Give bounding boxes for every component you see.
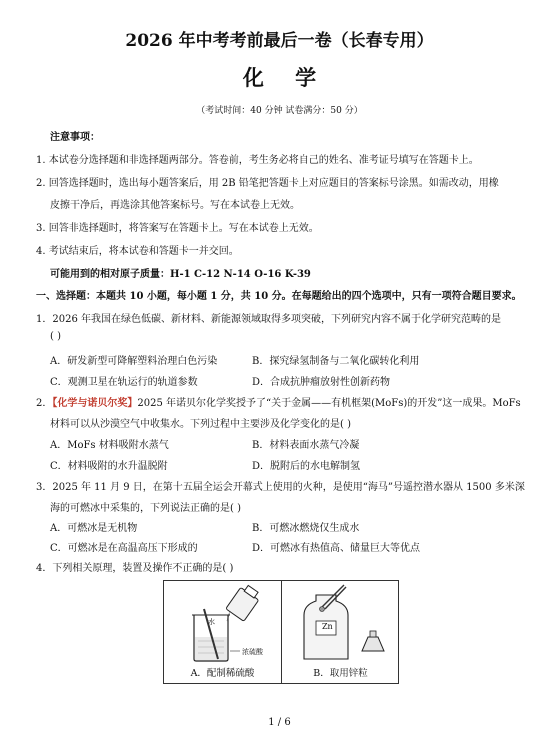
q3-option-a: A．可燃冰是无机物 xyxy=(50,523,138,534)
q2-option-a: A．MoFs 材料吸附水蒸气 xyxy=(50,440,169,451)
note-3: 3. 回答非选择题时，将答案写在答题卡上。写在本试卷上无效。 xyxy=(36,223,319,234)
notes-heading: 注意事项： xyxy=(50,132,100,143)
q3-option-c: C．可燃冰是在高温高压下形成的 xyxy=(50,543,198,554)
q1-option-d: D．合成抗肿瘤放射性创新药物 xyxy=(252,377,391,388)
zinc-granule-diagram xyxy=(282,581,399,665)
q1-blank: ( ) xyxy=(50,331,61,342)
figure-a-caption: A．配制稀硫酸 xyxy=(190,668,255,679)
section-heading: 一、选择题：本题共 10 小题，每小题 1 分，共 10 分。在每题给出的四个选项中，只有一项符合题目要求。 xyxy=(36,291,522,302)
q1-option-b: B．探究绿氢制备与二氧化碳转化利用 xyxy=(252,356,420,367)
q2-number: 2． xyxy=(36,398,53,409)
diluting-acid-diagram xyxy=(164,581,281,665)
note-2-cont: 皮擦干净后，再选涂其他答案标号。写在本试卷上无效。 xyxy=(50,200,300,211)
q2-tag: 【化学与诺贝尔奖】 xyxy=(52,398,138,409)
label-zn: Zn xyxy=(322,622,333,631)
page-number: 1 / 6 xyxy=(268,717,291,728)
q1-stem: 1．2026 年我国在绿色低碳、新材料、新能源领域取得多项突破，下列研究内容不属于化学研究范畴的是 xyxy=(36,314,501,325)
label-conc-acid: 浓硫酸 xyxy=(242,648,263,656)
q2-stem xyxy=(36,394,521,409)
q2-stem-rest: 2025 年诺贝尔化学奖授予了“关于金属——有机框架(MoFs)的开发”这一成果。MoFs xyxy=(137,398,521,409)
q3-stem-line2: 海的可燃冰中采集的，下列说法正确的是( ) xyxy=(50,503,241,514)
figure-b-caption: B．取用锌粒 xyxy=(313,668,368,679)
note-1: 1. 本试卷分选择题和非选择题两部分。答卷前，考生务必将自己的姓名、准考证号填写在答题卡上。 xyxy=(36,155,479,166)
note-2: 2. 回答选择题时，选出每小题答案后，用 2B 铅笔把答题卡上对应题目的答案标号涂黑。如需改动，用橡 xyxy=(36,178,499,189)
q4-figure xyxy=(163,580,399,684)
exam-meta: （考试时间：40 分钟 试卷满分：50 分） xyxy=(196,106,363,116)
atomic-masses: 可能用到的相对原子质量：H-1 C-12 N-14 O-16 K-39 xyxy=(50,269,311,280)
label-water: 水 xyxy=(208,618,215,626)
q3-stem: 3．2025 年 11 月 9 日，在第十五届全运会开幕式上使用的火种，是使用“海马”号遥控潜水器从 1500 多米深 xyxy=(36,482,525,493)
subject-title: 化 学 xyxy=(242,65,329,90)
exam-title: 2026 年中考考前最后一卷（长春专用） xyxy=(125,31,434,51)
q4-stem: 4．下列相关原理，装置及操作不正确的是( ) xyxy=(36,563,234,574)
q3-option-d: D．可燃冰有热值高、储量巨大等优点 xyxy=(252,543,421,554)
q1-option-a: A．研发新型可降解塑料治理白色污染 xyxy=(50,356,218,367)
q2-option-d: D．脱附后的水电解制氢 xyxy=(252,461,361,472)
q1-option-c: C．观测卫星在轨运行的轨道参数 xyxy=(50,377,198,388)
note-4: 4. 考试结束后，将本试卷和答题卡一并交回。 xyxy=(36,246,239,257)
q2-option-b: B．材料表面水蒸气冷凝 xyxy=(252,440,360,451)
q2-stem-line2: 材料可以从沙漠空气中收集水。下列过程中主要涉及化学变化的是( ) xyxy=(50,419,351,430)
q2-option-c: C．材料吸附的水升温脱附 xyxy=(50,461,168,472)
q3-option-b: B．可燃冰燃烧仅生成水 xyxy=(252,523,360,534)
